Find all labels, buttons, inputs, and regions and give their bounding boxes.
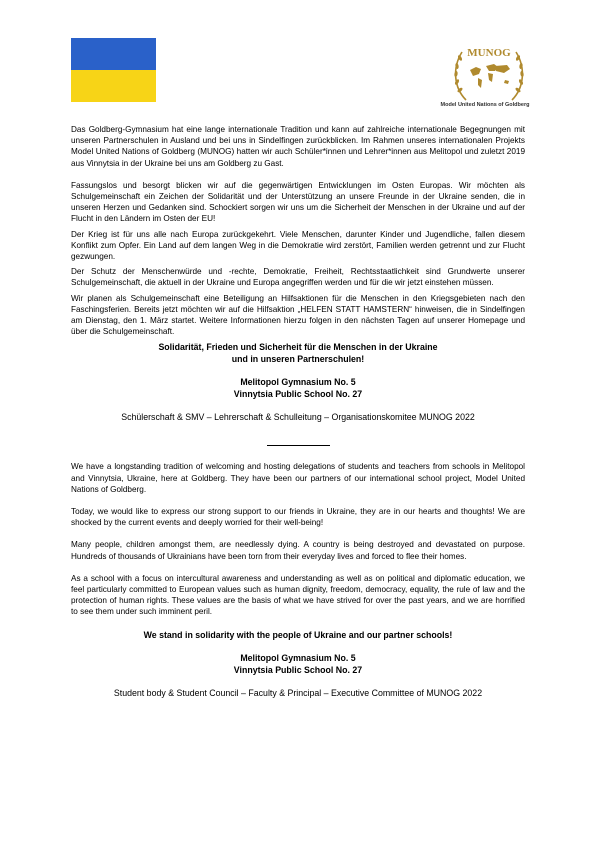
english-paragraph-1: We have a longstanding tradition of welcoming and hosting delegations of students and teachers from schools in Melitopol and Vinnytsia, Ukraine, here at Goldberg. They have been our partners of our international school project, Model United Nations of Goldberg. [71,462,525,494]
german-paragraph-4: Der Schutz der Menschenwürde und -rechte, Demokratie, Freiheit, Rechtsstaatlichkeit sind Grundwerte unserer Schulgemeinschaft, die aktuell in der Ukraine und Europa angegriffen werden und für die wir jetzt einstehen müssen. [71,267,525,288]
german-signature: Schülerschaft & SMV – Lehrerschaft & Schulleitung – Organisationskomitee MUNOG 2022 [121,412,475,423]
english-slogan: We stand in solidarity with the people of Ukraine and our partner schools! [143,629,453,640]
letter-body [71,124,525,699]
english-paragraph-3: Many people, children amongst them, are needlessly dying. A country is being destroyed and devastated on purpose. Hundreds of thousands of Ukrainians have been torn from their everyday lives and forced to flee their homes. [71,540,525,561]
ukraine-flag [71,38,156,102]
svg-text:MUNOG: MUNOG [467,47,511,59]
german-school-1: Melitopol Gymnasium No. 5 [240,377,356,388]
english-paragraph-4: As a school with a focus on intercultural awareness and understanding as well as on political and diplomatic education, we feel particularly committed to European values such as human dignity, freedom, democracy, equality, the rule of law and the protection of human rights. These values are the basis of what we have strived for over the past years, and we are horrified to see them under such imminent peril. [71,573,525,617]
german-slogan-line-1: Solidarität, Frieden und Sicherheit für die Menschen in der Ukraine [158,342,438,353]
english-paragraph-2: Today, we would like to express our strong support to our friends in Ukraine, they are in our hearts and thoughts! We are shocked by the current events and deeply worried for their well-being! [71,507,525,528]
german-slogan-line-2: und in unseren Partnerschulen! [231,354,365,365]
german-paragraph-2: Fassungslos und besorgt blicken wir auf die gegenwärtigen Entwicklungen im Osten Europas. Wir möchten als Schulgemeinschaft ein Zeichen der Solidarität und der Unterstützung an unsere Freunde in der Ukraine senden, die in unseren Herzen und Gedanken sind. Schockiert sorgen wir uns um die Sicherheit der Menschen in der Ukraine und auf der Flucht in den Ländern im Osten der EU! [71,180,525,224]
english-school-1: Melitopol Gymnasium No. 5 [240,652,356,663]
german-paragraph-5: Wir planen als Schulgemeinschaft eine Beteiligung an Hilfsaktionen für die Menschen in den Kriegsgebieten nach den Faschingsferien. Bereits jetzt möchten wir auf die Hilfsaktion „HELFEN STATT HAMSTERN“ hinweisen, die in Sindelfingen am Dienstag, den 1. März startet. Weitere Informationen hierzu folgen in den nächsten Tagen auf unserer Homepage und über die Schulgemeinschaft. [71,293,525,337]
german-paragraph-1: Das Goldberg-Gymnasium hat eine lange internationale Tradition und kann auf zahlreiche internationale Begegnungen mit unseren Partnerschulen in Ausland und bei uns in Sindelfingen zurückblicken. Im Rahmen unseres internationalen Projekts Model United Nations of Goldberg (MUNOG) hatten wir auch Schüler*innen und Lehrer*innen aus Melitopol und zuletzt 2019 aus Vinnytsia in der Ukraine bei uns am Goldberg zu Gast. [71,125,525,168]
flag-yellow-stripe [71,70,156,102]
english-school-2: Vinnytsia Public School No. 27 [233,664,363,675]
english-signature: Student body & Student Council – Faculty & Principal – Executive Committee of MUNOG 2022 [113,687,483,698]
german-school-2: Vinnytsia Public School No. 27 [233,389,363,400]
logo-caption: Model United Nations of Goldberg [440,102,530,108]
flag-blue-stripe [71,38,156,70]
german-paragraph-3: Der Krieg ist für uns alle nach Europa zurückgekehrt. Viele Menschen, darunter Kinder und Jugendliche, fallen diesem Konflikt zum Opfer. Ein Land auf dem langen Weg in die Demokratie wird zerstört, Familien werden getrennt und zur Flucht gezwungen. [71,229,525,262]
